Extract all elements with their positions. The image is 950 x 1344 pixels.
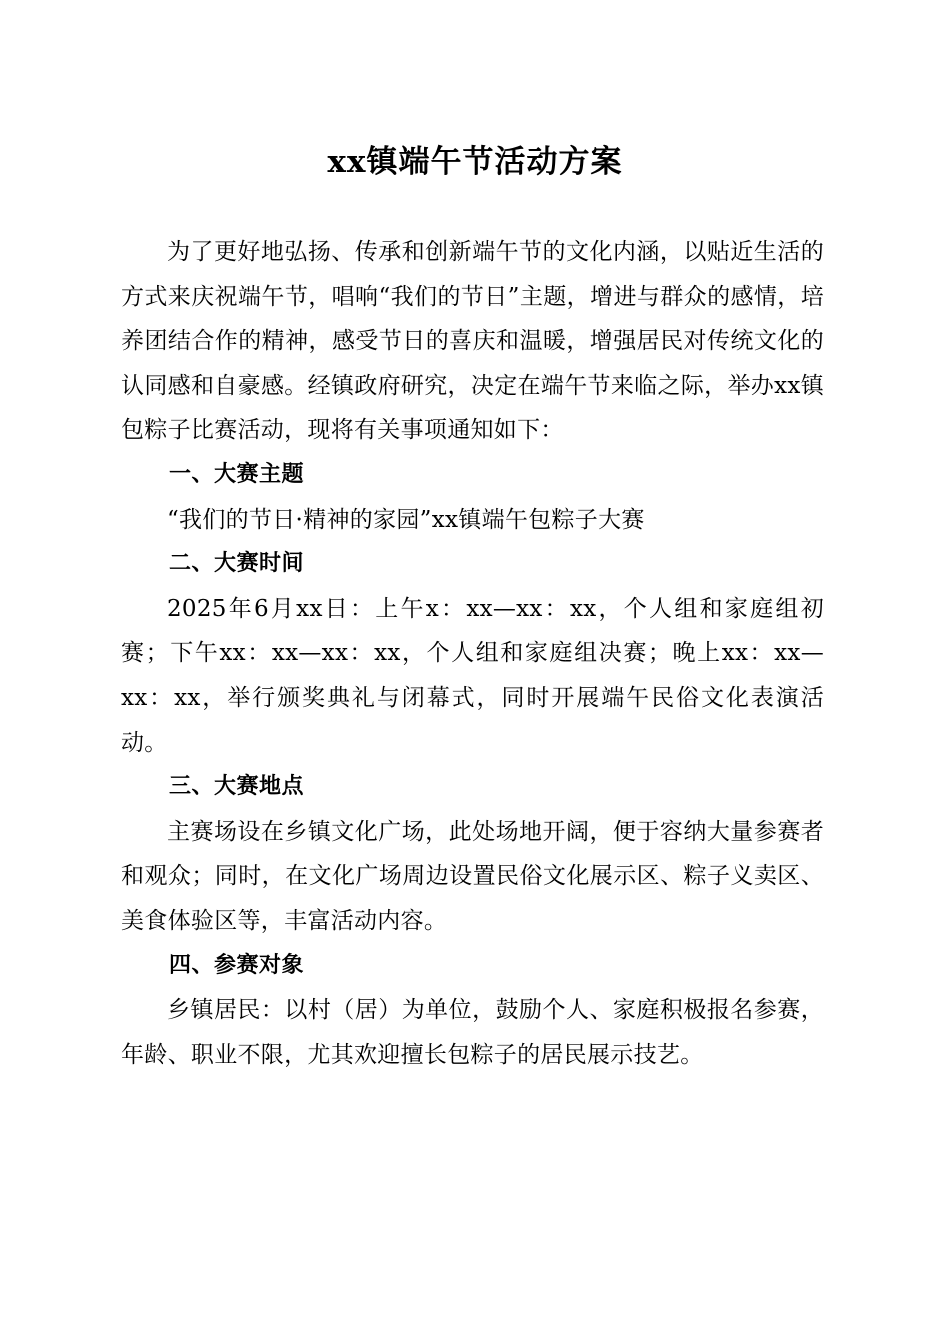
section-heading-theme: 一、大赛主题 — [169, 461, 305, 487]
section-body-theme: “我们的节日·精神的家园”xx镇端午包粽子大赛 — [167, 506, 645, 533]
section-heading-time: 二、大赛时间 — [169, 551, 305, 577]
intro-paragraph: 为了更好地弘扬、传承和创新端午节的文化内涵，以贴近生活的方式来庆祝端午节，唱响“我们的节日”主题，增进与群众的感情，培养团结合作的精神，感受节日的喜庆和温暖，增强居民对传统文化的认同感和自豪感。经镇政府研究，决定在端午节来临之际，举办xx镇包粽子比赛活动，现将有关事项通知如下： — [121, 239, 824, 444]
section-heading-location: 三、大赛地点 — [169, 774, 305, 800]
section-body-time: 2025年6月xx日：上午x：xx—xx：xx，个人组和家庭组初赛；下午xx：xx—xx：xx，个人组和家庭组决赛；晚上xx：xx—xx：xx，举行颁奖典礼与闭幕式，同时开展端午民俗文化表演活动。 — [121, 595, 824, 756]
section-body-location: 主赛场设在乡镇文化广场，此处场地开阔，便于容纳大量参赛者和观众；同时，在文化广场周边设置民俗文化展示区、粽子义卖区、美食体验区等，丰富活动内容。 — [121, 818, 824, 934]
document-title: xx镇端午节活动方案 — [327, 144, 623, 180]
section-body-participants: 乡镇居民：以村（居）为单位，鼓励个人、家庭积极报名参赛，年龄、职业不限，尤其欢迎擅长包粽子的居民展示技艺。 — [121, 997, 824, 1068]
section-heading-participants: 四、参赛对象 — [169, 952, 305, 978]
document-body — [121, 230, 824, 1077]
